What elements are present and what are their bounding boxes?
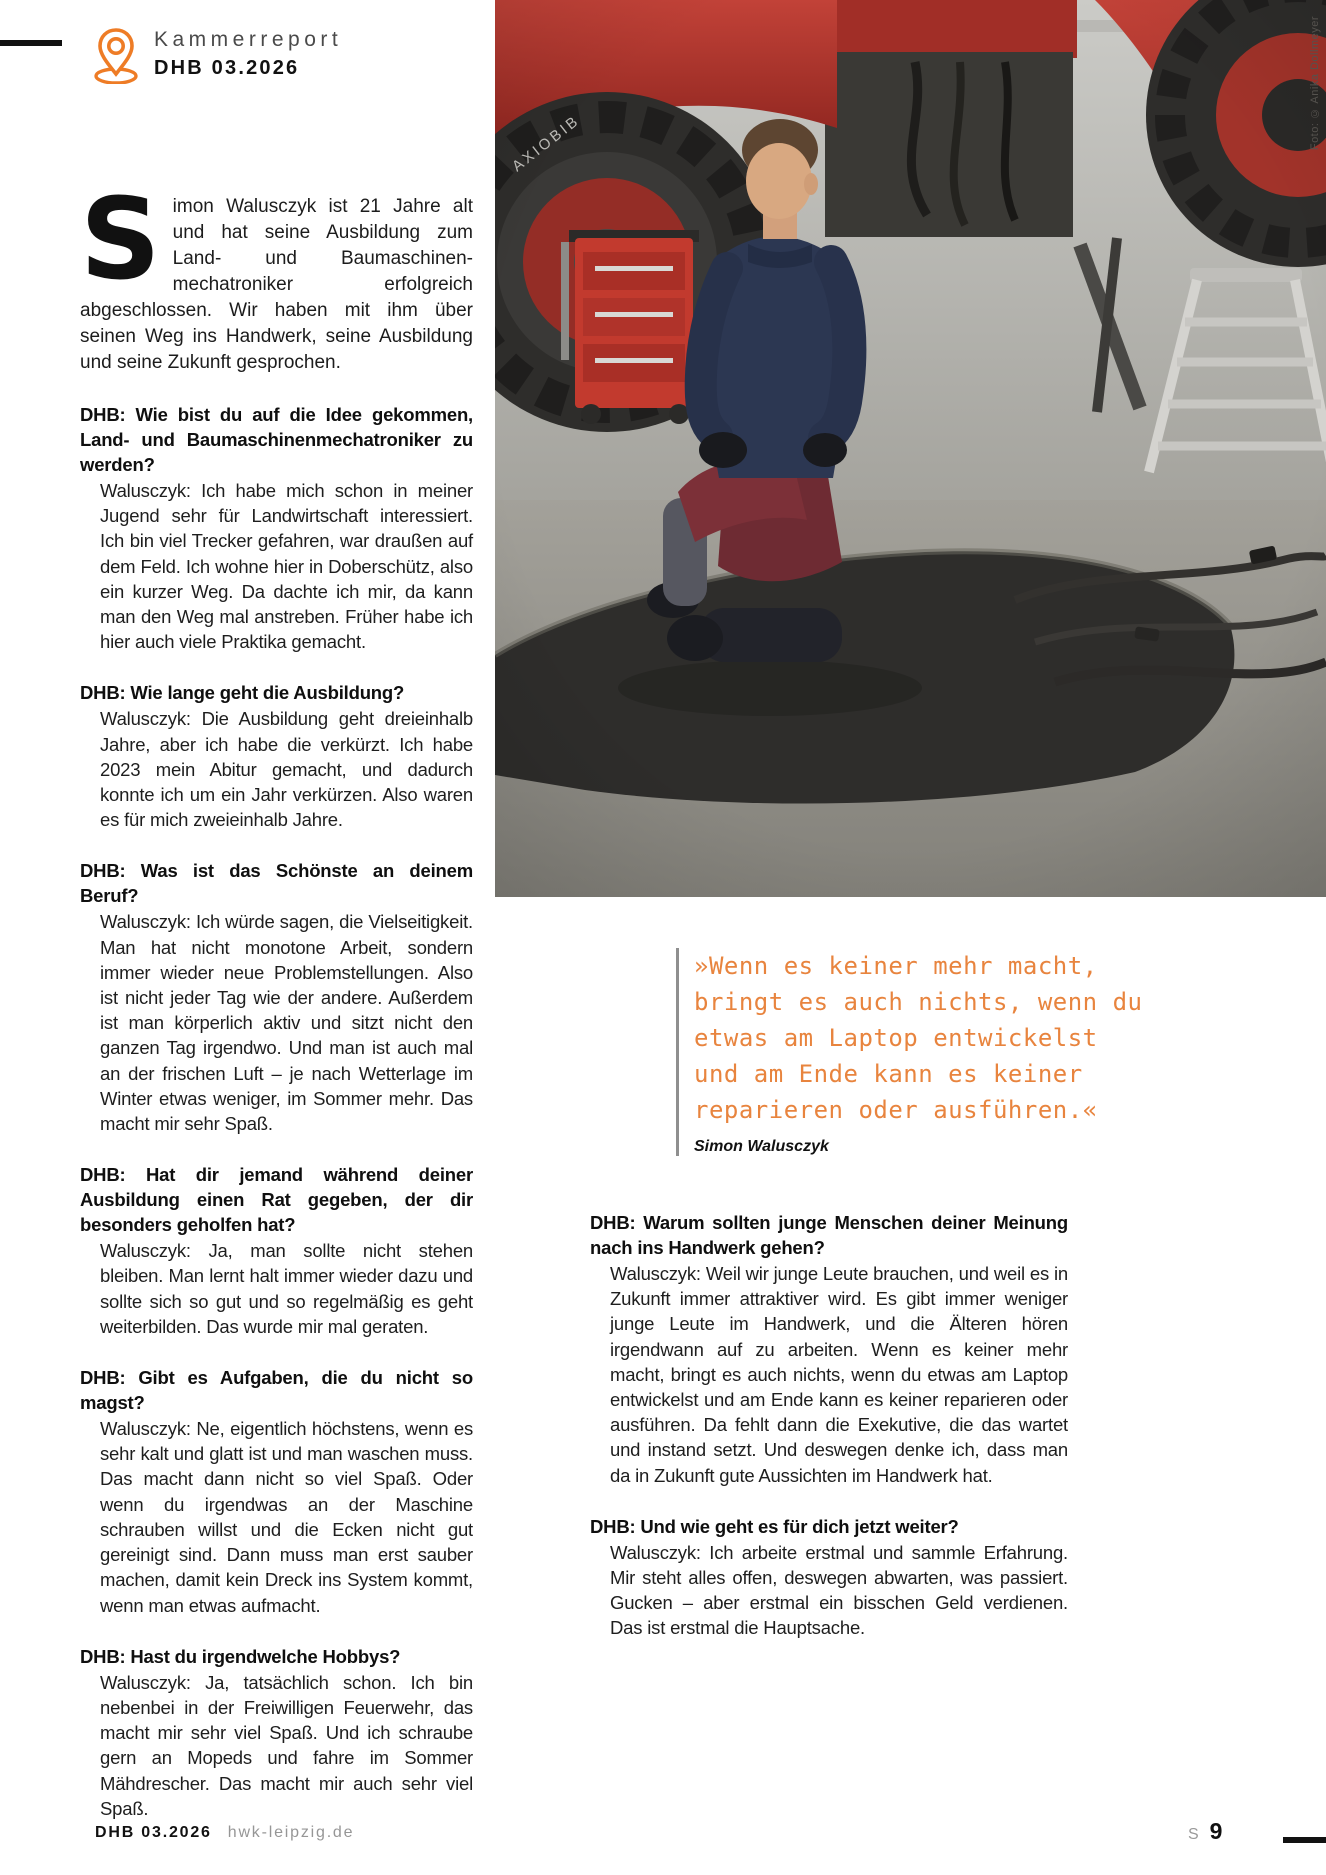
interview-answer: Walusczyk: Ich habe mich schon in meiner Jugend sehr für Landwirtschaft interessiert. Ich bin viel Trecker gefahren, war draußen auf dem Feld. Ich wohne hier in Doberschütz, also ein kurzer Weg. Da dachte ich mir, da kann man den Weg mal anstreben. Früher habe ich hier auch viele Praktika gemacht. [100, 480, 473, 653]
article-photo [495, 0, 1326, 897]
right-column [590, 1210, 1068, 1667]
dropcap: S [80, 175, 161, 305]
footer-left [95, 1824, 354, 1842]
interview-answer: Walusczyk: Ich arbeite erstmal und sammle Erfahrung. Mir steht alles offen, deswegen abwarten, was passiert. Gucken – aber erstmal ein bisschen Geld verdienen. Das ist erstmal die Hauptsache. [610, 1541, 1068, 1639]
interview-question: DHB: Und wie geht es für dich jetzt weiter? [590, 1515, 959, 1537]
interview-answer: Walusczyk: Ne, eigentlich höchstens, wenn es sehr kalt und glatt ist und man waschen muss. Das macht dann nicht so viel Spaß. Oder wenn du irgendwas an der Maschine schrauben willst und die Ecken nicht gut gereinigt sind. Dann muss man erst sauber machen, damit kein Dreck ins System kommt, wenn man etwas aufmacht. [100, 1418, 473, 1616]
interview-question: DHB: Warum sollten junge Menschen deiner Meinung nach ins Handwerk gehen? [590, 1212, 1068, 1258]
qa-block [80, 1365, 473, 1618]
footer-page-number [1188, 1818, 1222, 1845]
interview-answer: Walusczyk: Ja, man sollte nicht stehen bleiben. Man lernt halt immer wieder dazu und sollte sich so gut und so regelmäßig es geht weiterbilden. Das wurde mir mal geraten. [100, 1240, 473, 1337]
header-text [154, 24, 342, 80]
top-left-rule [0, 40, 62, 46]
interview-answer: Walusczyk: Die Ausbildung geht dreieinhalb Jahre, aber ich habe die verkürzt. Ich habe 2023 mein Abitur gemacht, und dadurch konnte ich um ein Jahr verkürzen. Also waren es für mich zweieinhalb Jahre. [100, 708, 473, 831]
interview-question: DHB: Wie bist du auf die Idee gekommen, Land- und Baumaschinenmechatroniker zu werden? [80, 404, 473, 475]
left-column [80, 175, 473, 1847]
issue-label: DHB 03.2026 [154, 57, 300, 79]
qa-block [590, 1210, 1068, 1488]
page-label: S [1188, 1826, 1200, 1843]
page-number: 9 [1209, 1818, 1223, 1844]
intro-paragraph [80, 175, 473, 376]
interview-answer: Walusczyk: Weil wir junge Leute brauchen, und weil es in Zukunft immer attraktiver wird. Es gibt immer weniger junge Leute im Handwerk, und die Älteren hören irgendwann auf zu arbeiten. Wenn es keiner mehr macht, bringt es auch nichts, wenn du etwas am Laptop entwickelst und am Ende kann es keiner reparieren oder ausführen. Da fehlt dann die Exekutive, die das wartet und instand setzt. Und deswegen denke ich, dass man da in Zukunft gute Aussichten im Handwerk hat. [610, 1263, 1068, 1486]
interview-question: DHB: Hat dir jemand während deiner Ausbildung einen Rat gegeben, der dir besonders geholfen hat? [80, 1164, 473, 1236]
qa-block [590, 1514, 1068, 1641]
interview-question: DHB: Was ist das Schönste an deinem Beruf? [80, 860, 473, 907]
qa-block [80, 680, 473, 832]
page-header [92, 24, 342, 84]
qa-block [80, 402, 473, 654]
pull-quote-attribution: Simon Walusczyk [694, 1138, 829, 1155]
qa-block [80, 858, 473, 1136]
footer-issue: DHB 03.2026 [95, 1824, 212, 1841]
pull-quote-text: »Wenn es keiner mehr macht, bringt es auch nichts, wenn du etwas am Laptop entwickelst und am Ende kann es keiner reparieren oder ausführen.« [694, 952, 1143, 1124]
qa-block [80, 1644, 473, 1821]
interview-question: DHB: Wie lange geht die Ausbildung? [80, 682, 405, 704]
interview-answer: Walusczyk: Ich würde sagen, die Vielseitigkeit. Man hat nicht monotone Arbeit, sondern immer wieder neue Problemstellungen. Also ist nicht jeder Tag wie der andere. Außerdem ist man körperlich aktiv und sitzt nicht den ganzen Tag irgendwo. Und man ist auch mal an der frischen Luft – je nach Wetterlage im Winter etwas weniger, im Sommer mehr. Das macht mir sehr Spaß. [100, 911, 473, 1135]
location-pin-icon [92, 24, 140, 84]
footer-website: hwk-leipzig.de [227, 1824, 355, 1841]
interview-question: DHB: Gibt es Aufgaben, die du nicht so magst? [80, 1367, 473, 1414]
qa-block [80, 1162, 473, 1339]
intro-text: imon Walusczyk ist 21 Jahre alt und hat seine Ausbildung zum Land- und Baumaschinenmechatroniker erfolgreich abgeschlossen. Wir haben mit ihm über seinen Weg ins Handwerk, seine Ausbildung und seine Zukunft gesprochen. [80, 196, 473, 373]
interview-question: DHB: Hast du irgendwelche Hobbys? [80, 1645, 401, 1667]
section-kicker: Kammerreport [154, 28, 343, 51]
bottom-right-rule [1283, 1837, 1326, 1843]
pull-quote [676, 948, 1146, 1156]
photo-illustration [495, 0, 1326, 897]
interview-answer: Walusczyk: Ja, tatsächlich schon. Ich bin nebenbei in der Freiwilligen Feuerwehr, das macht mir sehr viel Spaß. Und ich schraube gern an Mopeds und fahre im Sommer Mähdrescher. Das macht mir auch sehr viel Spaß. [100, 1671, 473, 1819]
photo-credit: Foto: © Anika Dollmeyer [1309, 16, 1321, 151]
